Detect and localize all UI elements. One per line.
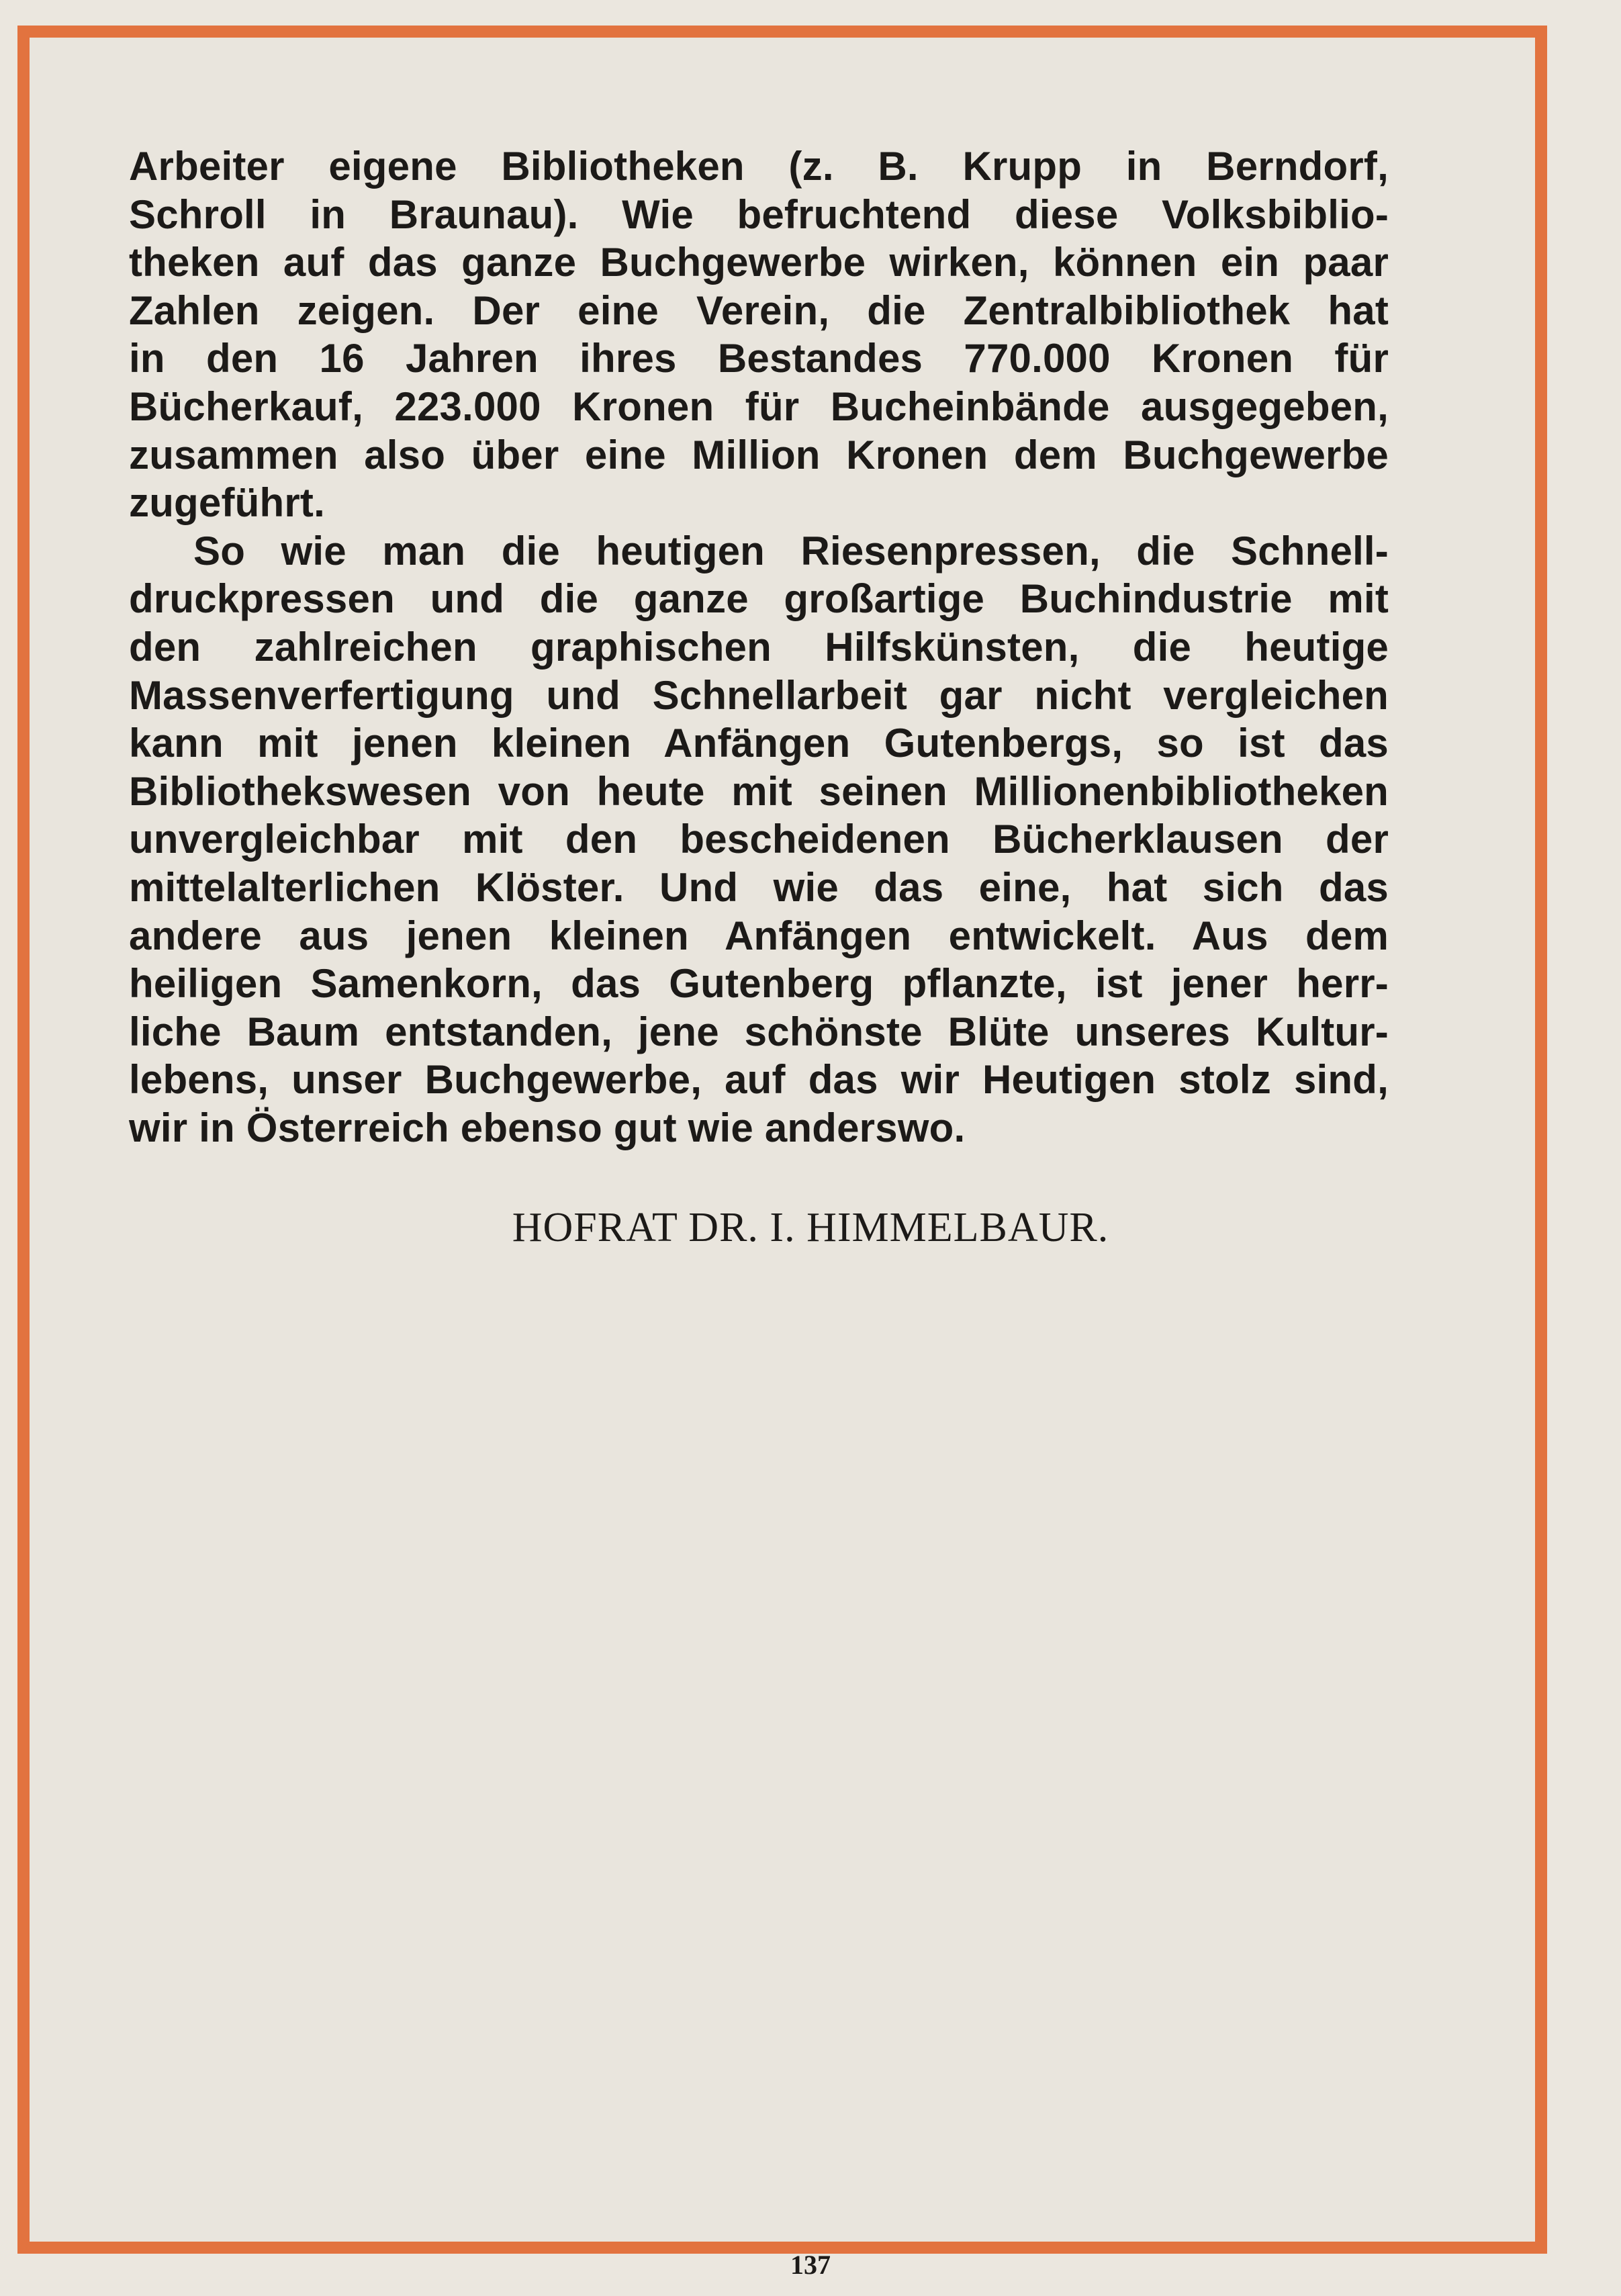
text-line: unvergleichbar mit den bescheidenen Bücherklausen der xyxy=(129,817,1389,862)
text-line: zusammen also über eine Million Kronen dem Buchgewerbe xyxy=(129,432,1389,477)
text-line: liche Baum entstanden, jene schönste Blüte unseres Kultur- xyxy=(129,1009,1389,1054)
body-text xyxy=(129,142,1389,1152)
page-number: 137 xyxy=(790,2250,831,2280)
text-line: theken auf das ganze Buchgewerbe wirken, können ein paar xyxy=(129,240,1389,285)
author-signature: HOFRAT DR. I. HIMMELBAUR. xyxy=(512,1205,1109,1250)
text-line: Massenverfertigung und Schnellarbeit gar nicht vergleichen xyxy=(129,672,1389,718)
text-line: mittelalterlichen Klöster. Und wie das eine, hat sich das xyxy=(129,864,1389,910)
paragraph-2 xyxy=(129,527,1389,1152)
text-line: druckpressen und die ganze großartige Buchindustrie mit xyxy=(129,576,1389,622)
text-line: zugeführt. xyxy=(129,480,325,526)
text-line: in den 16 Jahren ihres Bestandes 770.000 Kronen für xyxy=(129,336,1389,381)
text-line: kann mit jenen kleinen Anfängen Gutenbergs, so ist das xyxy=(129,721,1389,766)
text-line: Bibliothekswesen von heute mit seinen Millionenbibliotheken xyxy=(129,768,1389,814)
text-line: lebens, unser Buchgewerbe, auf das wir Heutigen stolz sind, xyxy=(129,1057,1389,1103)
paragraph-1 xyxy=(129,142,1389,527)
text-line: Bücherkauf, 223.000 Kronen für Bucheinbände ausgegeben, xyxy=(129,383,1389,429)
text-line: Zahlen zeigen. Der eine Verein, die Zentralbibliothek hat xyxy=(129,287,1389,333)
text-line: wir in Österreich ebenso gut wie anderswo. xyxy=(129,1105,966,1150)
text-line: den zahlreichen graphischen Hilfskünsten, die heutige xyxy=(129,624,1389,670)
text-line: Schroll in Braunau). Wie befruchtend diese Volksbiblio- xyxy=(129,191,1389,237)
text-line: heiligen Samenkorn, das Gutenberg pflanzte, ist jener herr- xyxy=(129,961,1389,1007)
text-line: So wie man die heutigen Riesenpressen, die Schnell- xyxy=(193,528,1389,573)
text-line: Arbeiter eigene Bibliotheken (z. B. Krupp in Berndorf, xyxy=(129,144,1389,189)
text-line: andere aus jenen kleinen Anfängen entwickelt. Aus dem xyxy=(129,913,1389,958)
